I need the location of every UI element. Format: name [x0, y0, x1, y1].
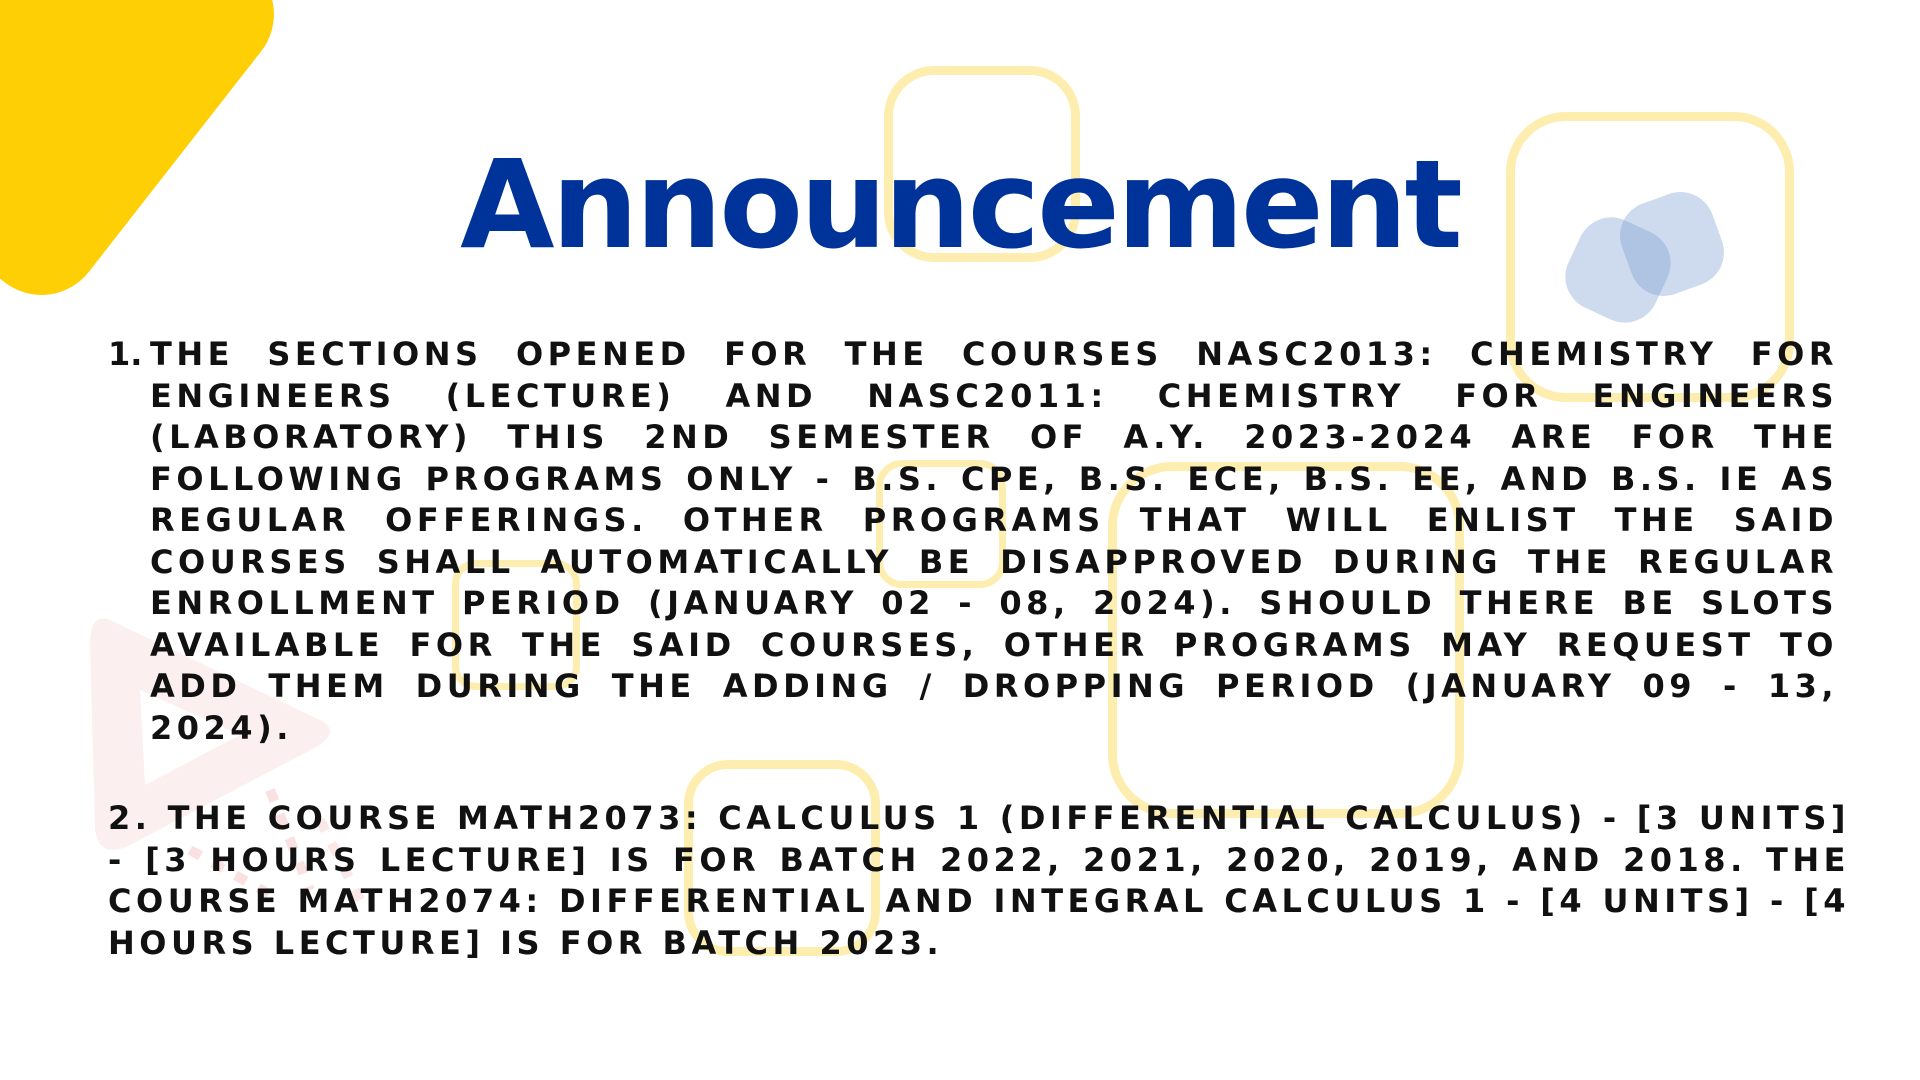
announcement-item-2	[108, 798, 1850, 964]
announcement-number: 1.	[108, 335, 143, 373]
announcement-text: THE COURSE MATH2073: CALCULUS 1 (DIFFERENTIAL CALCULUS) - [3 UNITS] - [3 HOURS LECTURE] IS FOR BATCH 2022, 2021, 2020, 2019, AND 2018. THE COURSE MATH2074: DIFFERENTIAL AND INTEGRAL CALCULUS 1 - [4 UNITS] - [4 HOURS LECTURE] IS FOR BATCH 2023.	[108, 799, 1851, 962]
announcement-item-1	[108, 334, 1838, 749]
page-title: Announcement	[460, 134, 1460, 276]
announcement-number: 2.	[108, 799, 152, 837]
announcement-text: THE SECTIONS OPENED FOR THE COURSES NASC2013: CHEMISTRY FOR ENGINEERS (LECTURE) AND NASC2011: CHEMISTRY FOR ENGINEERS (LABORATORY) THIS 2ND SEMESTER OF A.Y. 2023-2024 ARE FOR THE FOLLOWING PROGRAMS ONLY - B.S. CPE, B.S. ECE, B.S. EE, AND B.S. IE AS REGULAR OFFERINGS. OTHER PROGRAMS THAT WILL ENLIST THE SAID COURSES SHALL AUTOMATICALLY BE DISAPPROVED DURING THE REGULAR ENROLLMENT PERIOD (JANUARY 02 - 08, 2024). SHOULD THERE BE SLOTS AVAILABLE FOR THE SAID COURSES, OTHER PROGRAMS MAY REQUEST TO ADD THEM DURING THE ADDING / DROPPING PERIOD (JANUARY 09 - 13, 2024).	[150, 335, 1838, 747]
